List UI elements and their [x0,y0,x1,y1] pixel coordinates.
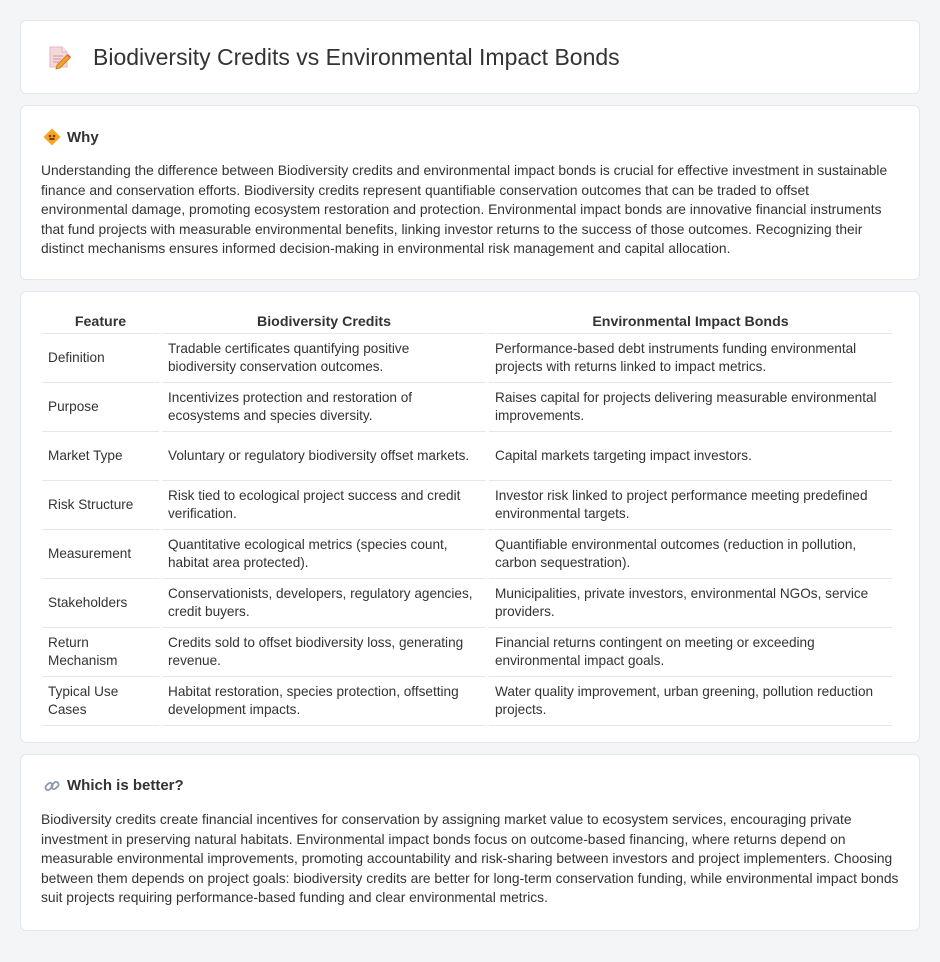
header-card [20,20,920,94]
link-icon [43,777,61,795]
table-row [42,628,892,677]
biodiversity-cell: Tradable certificates quantifying positive biodiversity conservation outcomes. [162,334,486,383]
table-row [42,383,892,432]
bonds-cell: Investor risk linked to project performance meeting predefined environmental targets. [489,481,892,530]
diamond-sign-icon [43,128,61,146]
bonds-cell: Raises capital for projects delivering measurable environmental improvements. [489,383,892,432]
feature-cell: Risk Structure [42,481,159,530]
biodiversity-cell: Risk tied to ecological project success and credit verification. [162,481,486,530]
why-title: Why [67,128,99,146]
comparison-table-card [20,291,920,743]
better-heading-row [41,777,899,795]
feature-cell: Stakeholders [42,579,159,628]
header-biodiversity-credits: Biodiversity Credits [162,314,486,334]
feature-cell: Definition [42,334,159,383]
biodiversity-cell: Conservationists, developers, regulatory agencies, credit buyers. [162,579,486,628]
feature-cell: Measurement [42,530,159,579]
table-row [42,579,892,628]
table-header-row [42,314,892,334]
why-text: Understanding the difference between Biodiversity credits and environmental impact bonds is crucial for effective investment in sustainable finance and conservation efforts. Biodiversity credits represent quantifiable conservation outcomes that can be traded to offset environmental damage, promoting ecosystem restoration and protection. Environmental impact bonds are innovative financial instruments that fund projects with measurable environmental benefits, linking investor returns to the success of those outcomes. Recognizing their distinct mechanisms ensures informed decision-making in environmental risk management and capital allocation. [41,163,888,257]
biodiversity-cell: Quantitative ecological metrics (species count, habitat area protected). [162,530,486,579]
table-row [42,677,892,726]
feature-cell: Market Type [42,432,159,481]
feature-cell: Return Mechanism [42,628,159,677]
bonds-cell: Capital markets targeting impact investors. [489,432,892,481]
table-row [42,481,892,530]
biodiversity-cell: Credits sold to offset biodiversity loss, generating revenue. [162,628,486,677]
comparison-table [39,314,895,726]
biodiversity-cell: Habitat restoration, species protection, offsetting development impacts. [162,677,486,726]
bonds-cell: Financial returns contingent on meeting or exceeding environmental impact goals. [489,628,892,677]
feature-cell: Purpose [42,383,159,432]
bonds-cell: Performance-based debt instruments funding environmental projects with returns linked to impact metrics. [489,334,892,383]
better-text: Biodiversity credits create financial incentives for conservation by assigning market value to ecosystem services, encouraging private investment in preserving natural habitats. Environmental impact bonds focus on outcome-based financing, where returns depend on measurable environmental improvements, promoting accountability and risk-sharing between investors and project implementers. Choosing between them depends on project goals: biodiversity credits are better for long-term conservation funding, while environmental impact bonds suit projects requiring performance-based funding and clear environmental metrics. [41,811,899,906]
bonds-cell: Quantifiable environmental outcomes (reduction in pollution, carbon sequestration). [489,530,892,579]
biodiversity-cell: Voluntary or regulatory biodiversity offset markets. [162,432,486,481]
feature-cell: Typical Use Cases [42,677,159,726]
why-heading-row [41,128,899,146]
header-feature: Feature [42,314,159,334]
bonds-cell: Water quality improvement, urban greening, pollution reduction projects. [489,677,892,726]
table-row [42,530,892,579]
why-section [20,105,920,280]
header-environmental-impact-bonds: Environmental Impact Bonds [489,314,892,334]
bonds-cell: Municipalities, private investors, environmental NGOs, service providers. [489,579,892,628]
page-title: Biodiversity Credits vs Environmental Impact Bonds [93,43,620,70]
table-row [42,432,892,481]
better-title: Which is better? [67,777,184,795]
which-is-better-section [20,754,920,931]
biodiversity-cell: Incentivizes protection and restoration of ecosystems and species diversity. [162,383,486,432]
document-pencil-icon [47,44,71,70]
table-row [42,334,892,383]
